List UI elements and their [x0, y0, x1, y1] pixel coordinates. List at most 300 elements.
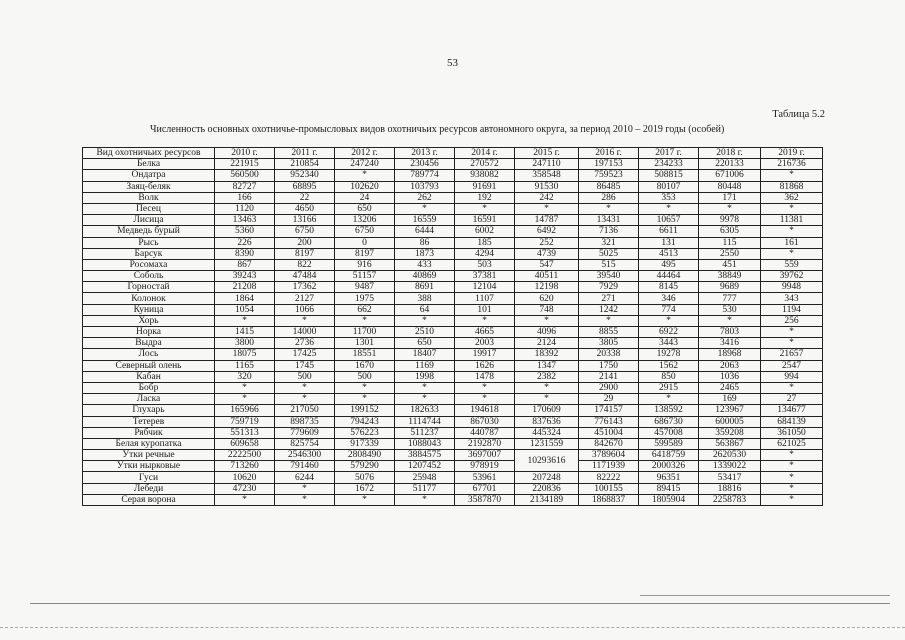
value-cell: 560500	[215, 170, 275, 181]
species-cell: Лисица	[83, 215, 215, 226]
value-cell: *	[515, 203, 579, 214]
value-cell: *	[761, 483, 823, 494]
value-cell: 4294	[455, 248, 515, 259]
value-cell: 9487	[335, 282, 395, 293]
value-cell: 2003	[455, 338, 515, 349]
value-cell: *	[515, 382, 579, 393]
value-cell: 1339022	[699, 461, 761, 472]
table-row	[83, 159, 823, 170]
value-cell: *	[455, 382, 515, 393]
table-row	[83, 349, 823, 360]
table-caption: Таблица 5.2	[772, 109, 825, 120]
value-cell: 29	[579, 394, 639, 405]
value-cell: 2000326	[639, 461, 699, 472]
species-cell: Кабан	[83, 371, 215, 382]
value-cell: 8691	[395, 282, 455, 293]
value-cell: 200	[275, 237, 335, 248]
value-cell: 20338	[579, 349, 639, 360]
header-year: 2010 г.	[215, 148, 275, 159]
value-cell: 2141	[579, 371, 639, 382]
value-cell: 5360	[215, 226, 275, 237]
value-cell: 86	[395, 237, 455, 248]
value-cell: 13206	[335, 215, 395, 226]
value-cell: 358548	[515, 170, 579, 181]
value-cell: 451	[699, 259, 761, 270]
value-cell: *	[215, 382, 275, 393]
value-cell: 551313	[215, 427, 275, 438]
header-year: 2011 г.	[275, 148, 335, 159]
value-cell: 576223	[335, 427, 395, 438]
value-cell: *	[215, 315, 275, 326]
value-cell: 346	[639, 293, 699, 304]
value-cell: 38849	[699, 271, 761, 282]
value-cell: 6750	[335, 226, 395, 237]
value-cell: 115	[699, 237, 761, 248]
value-cell: 8855	[579, 327, 639, 338]
value-cell: *	[761, 472, 823, 483]
value-cell: 1864	[215, 293, 275, 304]
value-cell: *	[335, 315, 395, 326]
value-cell: *	[275, 382, 335, 393]
value-cell: 4665	[455, 327, 515, 338]
value-cell: 508815	[639, 170, 699, 181]
table-row	[83, 450, 823, 461]
value-cell: 789774	[395, 170, 455, 181]
value-cell: 686730	[639, 416, 699, 427]
value-cell: 81868	[761, 181, 823, 192]
value-cell: 234233	[639, 159, 699, 170]
value-cell: 10657	[639, 215, 699, 226]
value-cell: 609658	[215, 438, 275, 449]
value-cell: 165966	[215, 405, 275, 416]
value-cell: 37381	[455, 271, 515, 282]
value-cell: 217050	[275, 405, 335, 416]
value-cell: 18407	[395, 349, 455, 360]
value-cell: 80107	[639, 181, 699, 192]
value-cell: 2127	[275, 293, 335, 304]
value-cell: 361050	[761, 427, 823, 438]
value-cell: 662	[335, 304, 395, 315]
value-cell: 53961	[455, 472, 515, 483]
value-cell: 917339	[335, 438, 395, 449]
species-cell: Ондатра	[83, 170, 215, 181]
value-cell: *	[335, 170, 395, 181]
table-row	[83, 192, 823, 203]
value-cell: 457008	[639, 427, 699, 438]
value-cell: 600005	[699, 416, 761, 427]
value-cell: 547	[515, 259, 579, 270]
header-year: 2015 г.	[515, 148, 579, 159]
species-cell: Северный олень	[83, 360, 215, 371]
species-cell: Ласка	[83, 394, 215, 405]
value-cell: 8390	[215, 248, 275, 259]
value-cell: 166	[215, 192, 275, 203]
value-cell: 18075	[215, 349, 275, 360]
value-cell: *	[215, 494, 275, 505]
value-cell: *	[761, 248, 823, 259]
value-cell: 194618	[455, 405, 515, 416]
value-cell: *	[395, 203, 455, 214]
value-cell: 6492	[515, 226, 579, 237]
species-cell: Рябчик	[83, 427, 215, 438]
value-cell: 1066	[275, 304, 335, 315]
table-row	[83, 203, 823, 214]
value-cell: 40511	[515, 271, 579, 282]
value-cell: 7136	[579, 226, 639, 237]
value-cell: 500	[335, 371, 395, 382]
value-cell: 13166	[275, 215, 335, 226]
value-cell: 16591	[455, 215, 515, 226]
value-cell: 759523	[579, 170, 639, 181]
value-cell: 5076	[335, 472, 395, 483]
value-cell: 837636	[515, 416, 579, 427]
value-cell: 1672	[335, 483, 395, 494]
divider-line	[0, 627, 905, 628]
table-header-row	[83, 148, 823, 159]
header-species: Вид охотничьих ресурсов	[83, 148, 215, 159]
value-cell: 12198	[515, 282, 579, 293]
value-cell: 262	[395, 192, 455, 203]
value-cell: 620	[515, 293, 579, 304]
value-cell: 2063	[699, 360, 761, 371]
value-cell: 4096	[515, 327, 579, 338]
header-year: 2017 г.	[639, 148, 699, 159]
value-cell: 18968	[699, 349, 761, 360]
value-cell: *	[455, 394, 515, 405]
table-row	[83, 215, 823, 226]
value-cell: 6002	[455, 226, 515, 237]
value-cell: 2547	[761, 360, 823, 371]
value-cell: 500	[275, 371, 335, 382]
species-cell: Барсук	[83, 248, 215, 259]
value-cell: 559	[761, 259, 823, 270]
value-cell: 138592	[639, 405, 699, 416]
value-cell: *	[761, 327, 823, 338]
table-row	[83, 293, 823, 304]
value-cell: 515	[579, 259, 639, 270]
value-cell: 80448	[699, 181, 761, 192]
species-cell: Лось	[83, 349, 215, 360]
value-cell: 650	[335, 203, 395, 214]
value-cell: 3416	[699, 338, 761, 349]
value-cell: *	[761, 461, 823, 472]
value-cell: 684139	[761, 416, 823, 427]
value-cell: 650	[395, 338, 455, 349]
value-cell: 994	[761, 371, 823, 382]
value-cell: 1107	[455, 293, 515, 304]
value-cell: 101	[455, 304, 515, 315]
value-cell: 91530	[515, 181, 579, 192]
value-cell: 1998	[395, 371, 455, 382]
value-cell: 1873	[395, 248, 455, 259]
value-cell: 220836	[515, 483, 579, 494]
value-cell: 867030	[455, 416, 515, 427]
value-cell: 2550	[699, 248, 761, 259]
value-cell: 1036	[699, 371, 761, 382]
value-cell: *	[579, 315, 639, 326]
value-cell: *	[275, 494, 335, 505]
value-cell: 247110	[515, 159, 579, 170]
value-cell: 22	[275, 192, 335, 203]
value-cell: 216736	[761, 159, 823, 170]
value-cell: 1670	[335, 360, 395, 371]
table-row	[83, 494, 823, 505]
value-cell: 68895	[275, 181, 335, 192]
value-cell: 791460	[275, 461, 335, 472]
value-cell: 13463	[215, 215, 275, 226]
value-cell: 579290	[335, 461, 395, 472]
value-cell: 10293616	[515, 450, 579, 472]
value-cell: 321	[579, 237, 639, 248]
header-year: 2012 г.	[335, 148, 395, 159]
value-cell: 2192870	[455, 438, 515, 449]
value-cell: 388	[395, 293, 455, 304]
value-cell: 12104	[455, 282, 515, 293]
species-cell: Гуси	[83, 472, 215, 483]
table-row	[83, 461, 823, 472]
value-cell: 511237	[395, 427, 455, 438]
species-cell: Куница	[83, 304, 215, 315]
value-cell: 86485	[579, 181, 639, 192]
value-cell: 774	[639, 304, 699, 315]
header-year: 2013 г.	[395, 148, 455, 159]
species-cell: Белая куропатка	[83, 438, 215, 449]
species-cell: Утки речные	[83, 450, 215, 461]
value-cell: 256	[761, 315, 823, 326]
value-cell: 451004	[579, 427, 639, 438]
value-cell: 2620530	[699, 450, 761, 461]
value-cell: 952340	[275, 170, 335, 181]
value-cell: 102620	[335, 181, 395, 192]
value-cell: 1207452	[395, 461, 455, 472]
value-cell: *	[761, 382, 823, 393]
value-cell: 794243	[335, 416, 395, 427]
value-cell: 1171939	[579, 461, 639, 472]
value-cell: 207248	[515, 472, 579, 483]
value-cell: 2222500	[215, 450, 275, 461]
species-cell: Росомаха	[83, 259, 215, 270]
value-cell: *	[515, 394, 579, 405]
value-cell: 353	[639, 192, 699, 203]
table-row	[83, 416, 823, 427]
value-cell: 440787	[455, 427, 515, 438]
value-cell: 2546300	[275, 450, 335, 461]
value-cell: *	[395, 315, 455, 326]
value-cell: *	[761, 338, 823, 349]
value-cell: 25948	[395, 472, 455, 483]
value-cell: 1478	[455, 371, 515, 382]
table-row	[83, 304, 823, 315]
value-cell: 134677	[761, 405, 823, 416]
value-cell: 51157	[335, 271, 395, 282]
value-cell: 11381	[761, 215, 823, 226]
value-cell: 6922	[639, 327, 699, 338]
value-cell: 759719	[215, 416, 275, 427]
species-cell: Норка	[83, 327, 215, 338]
value-cell: 916	[335, 259, 395, 270]
value-cell: 9948	[761, 282, 823, 293]
page-number: 53	[447, 57, 458, 69]
value-cell: 47484	[275, 271, 335, 282]
value-cell: 10620	[215, 472, 275, 483]
value-cell: 6418759	[639, 450, 699, 461]
species-cell: Медведь бурый	[83, 226, 215, 237]
value-cell: 2382	[515, 371, 579, 382]
value-cell: 1054	[215, 304, 275, 315]
value-cell: 1805904	[639, 494, 699, 505]
value-cell: 2258783	[699, 494, 761, 505]
value-cell: 171	[699, 192, 761, 203]
value-cell: 938082	[455, 170, 515, 181]
value-cell: 39762	[761, 271, 823, 282]
value-cell: 2736	[275, 338, 335, 349]
header-year: 2019 г.	[761, 148, 823, 159]
value-cell: 91691	[455, 181, 515, 192]
value-cell: 713260	[215, 461, 275, 472]
species-cell: Песец	[83, 203, 215, 214]
value-cell: 2510	[395, 327, 455, 338]
value-cell: 17425	[275, 349, 335, 360]
table-row	[83, 483, 823, 494]
value-cell: 174157	[579, 405, 639, 416]
table-row	[83, 226, 823, 237]
value-cell: 1114744	[395, 416, 455, 427]
value-cell: 24	[335, 192, 395, 203]
value-cell: 221915	[215, 159, 275, 170]
value-cell: 4739	[515, 248, 579, 259]
value-cell: 169	[699, 394, 761, 405]
value-cell: 199152	[335, 405, 395, 416]
value-cell: 2808490	[335, 450, 395, 461]
species-cell: Хорь	[83, 315, 215, 326]
value-cell: 1242	[579, 304, 639, 315]
value-cell: 7929	[579, 282, 639, 293]
species-cell: Волк	[83, 192, 215, 203]
value-cell: 19917	[455, 349, 515, 360]
value-cell: 1868837	[579, 494, 639, 505]
value-cell: 5025	[579, 248, 639, 259]
value-cell: 67701	[455, 483, 515, 494]
value-cell: 3789604	[579, 450, 639, 461]
table-row	[83, 472, 823, 483]
value-cell: 51177	[395, 483, 455, 494]
value-cell: *	[579, 203, 639, 214]
value-cell: *	[639, 203, 699, 214]
value-cell: *	[639, 315, 699, 326]
species-cell: Горностай	[83, 282, 215, 293]
value-cell: 898735	[275, 416, 335, 427]
value-cell: 242	[515, 192, 579, 203]
value-cell: *	[335, 494, 395, 505]
value-cell: 671006	[699, 170, 761, 181]
species-cell: Заяц-беляк	[83, 181, 215, 192]
value-cell: 14787	[515, 215, 579, 226]
value-cell: 2134189	[515, 494, 579, 505]
value-cell: 1165	[215, 360, 275, 371]
value-cell: 825754	[275, 438, 335, 449]
value-cell: *	[639, 394, 699, 405]
value-cell: 2124	[515, 338, 579, 349]
value-cell: 18392	[515, 349, 579, 360]
data-table	[82, 147, 823, 506]
value-cell: 1120	[215, 203, 275, 214]
value-cell: *	[699, 315, 761, 326]
table-row	[83, 438, 823, 449]
value-cell: 4650	[275, 203, 335, 214]
species-cell: Бобр	[83, 382, 215, 393]
value-cell: 0	[335, 237, 395, 248]
value-cell: 64	[395, 304, 455, 315]
value-cell: 39243	[215, 271, 275, 282]
value-cell: *	[275, 394, 335, 405]
value-cell: 13431	[579, 215, 639, 226]
value-cell: *	[761, 203, 823, 214]
value-cell: 123967	[699, 405, 761, 416]
value-cell: 1626	[455, 360, 515, 371]
value-cell: 14000	[275, 327, 335, 338]
value-cell: 270572	[455, 159, 515, 170]
species-cell: Тетерев	[83, 416, 215, 427]
value-cell: *	[515, 315, 579, 326]
value-cell: 197153	[579, 159, 639, 170]
divider-line	[640, 595, 890, 596]
species-cell: Колонок	[83, 293, 215, 304]
value-cell: 170609	[515, 405, 579, 416]
value-cell: 18816	[699, 483, 761, 494]
value-cell: *	[761, 226, 823, 237]
value-cell: 779609	[275, 427, 335, 438]
value-cell: 1088043	[395, 438, 455, 449]
table-row	[83, 394, 823, 405]
value-cell: 19278	[639, 349, 699, 360]
table-row	[83, 360, 823, 371]
species-cell: Утки нырковые	[83, 461, 215, 472]
table-row	[83, 427, 823, 438]
species-cell: Выдра	[83, 338, 215, 349]
header-year: 2014 г.	[455, 148, 515, 159]
species-cell: Рысь	[83, 237, 215, 248]
table-body	[83, 159, 823, 506]
value-cell: 6611	[639, 226, 699, 237]
value-cell: 1301	[335, 338, 395, 349]
value-cell: 8197	[335, 248, 395, 259]
value-cell: 599589	[639, 438, 699, 449]
value-cell: 53417	[699, 472, 761, 483]
value-cell: 192	[455, 192, 515, 203]
value-cell: 978919	[455, 461, 515, 472]
value-cell: 4513	[639, 248, 699, 259]
table-row	[83, 405, 823, 416]
value-cell: 2465	[699, 382, 761, 393]
value-cell: 286	[579, 192, 639, 203]
value-cell: 82222	[579, 472, 639, 483]
value-cell: 503	[455, 259, 515, 270]
value-cell: 343	[761, 293, 823, 304]
value-cell: 247240	[335, 159, 395, 170]
value-cell: 3805	[579, 338, 639, 349]
table-row	[83, 181, 823, 192]
value-cell: 1745	[275, 360, 335, 371]
value-cell: 362	[761, 192, 823, 203]
table-row	[83, 271, 823, 282]
species-cell: Белка	[83, 159, 215, 170]
header-year: 2016 г.	[579, 148, 639, 159]
value-cell: *	[395, 382, 455, 393]
value-cell: 103793	[395, 181, 455, 192]
value-cell: *	[699, 203, 761, 214]
species-cell: Лебеди	[83, 483, 215, 494]
value-cell: 495	[639, 259, 699, 270]
